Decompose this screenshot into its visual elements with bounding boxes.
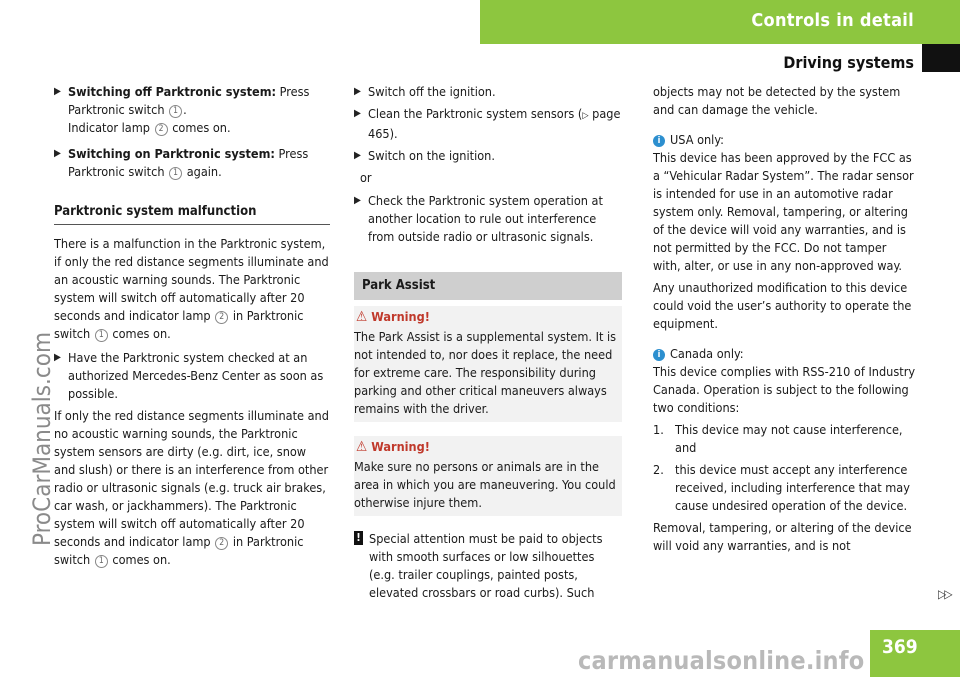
instruction-item (354, 147, 622, 165)
paragraph: Any unauthorized modification to this device could void the user’s authority to operate the equipment. (653, 280, 912, 331)
instruction-label: Switching on Parktronic system: (68, 146, 275, 161)
warning-box (354, 436, 622, 516)
instruction-text: again. (183, 164, 222, 179)
instruction-text: Check the Parktronic system operation at another location to rule out interference from outside radio or ultrasonic signals. (368, 193, 603, 244)
paragraph: This device complies with RSS-210 of Industry Canada. Operation is subject to the following two conditions: (653, 364, 916, 415)
header-marker-block (922, 44, 960, 72)
column-2 (354, 83, 622, 602)
instruction-text: Switch off the ignition. (368, 84, 496, 99)
note-title: USA only: (670, 132, 724, 147)
column-1 (54, 83, 330, 573)
or-label: or (360, 170, 372, 185)
arrow-right-icon: ▶ (354, 195, 361, 206)
arrow-right-icon: ▶ (354, 150, 361, 161)
list-item: 2. this device must accept any interference received, including interference that may cause undesired operation of the device. (653, 462, 910, 513)
page-number-box (870, 630, 960, 677)
warning-box (354, 306, 622, 422)
page-reference[interactable]: page 465). (368, 106, 621, 141)
page-ref-triangle-icon: ▷ (582, 111, 589, 121)
ref-number-2: 2 (215, 311, 228, 324)
exclamation-icon: ! (354, 531, 363, 545)
instruction-text: Switch on the ignition. (368, 148, 495, 163)
bottom-watermark: carmanualsonline.info (578, 646, 865, 675)
instruction-text: Clean the Parktronic system sensors ( (368, 106, 583, 121)
ref-number-1: 1 (169, 105, 182, 118)
instruction-item (54, 145, 330, 181)
ref-number-1: 1 (95, 555, 108, 568)
arrow-right-icon: ▶ (354, 86, 361, 97)
list-item: 1. This device may not cause interference, and (653, 422, 903, 455)
instruction-item (54, 83, 330, 137)
paragraph: Removal, tampering, or altering of the device will void any warranties, and is not (653, 520, 912, 553)
warning-triangle-icon: ⚠ (356, 309, 368, 325)
ref-number-1: 1 (95, 329, 108, 342)
instruction-text: Have the Parktronic system checked at an authorized Mercedes-Benz Center as soon as possible. (68, 350, 324, 401)
ref-number-2: 2 (155, 123, 168, 136)
warning-text: The Park Assist is a supplemental system. It is not intended to, nor does it replace, the need for extreme care. The responsibility during parking and other critical maneuvers always remains with the driver. (354, 329, 617, 416)
paragraph: There is a malfunction in the Parktronic system, if only the red distance segments illuminate and an acoustic warning sounds. The Parktronic system will switch off automatically after 20 seconds and indicator lamp 2 in Parktronic switch 1 comes on. (54, 236, 329, 341)
instruction-item (354, 83, 622, 101)
subsection-title: Driving systems (783, 53, 914, 72)
continue-marker: ▷▷ (938, 587, 951, 601)
park-assist-heading: Park Assist (354, 272, 622, 300)
instruction-text: Press Parktronic switch (68, 84, 310, 117)
instruction-label: Switching off Parktronic system: (68, 84, 277, 99)
paragraph: This device has been approved by the FCC as a “Vehicular Radar System”. The radar sensor is intended for use in an automotive radar system only. Removal, tampering, or altering of the device will void any warranties, and is not permitted by the FCC. Do not tamper with, alter, or use in any non-approved way. (653, 150, 914, 273)
instruction-text: comes on. (168, 120, 231, 135)
left-watermark-text: ProCarManuals.com (28, 331, 56, 547)
paragraph: If only the red distance segments illuminate and no acoustic warning sounds, the Parktronic system sensors are dirty (e.g. dirt, ice, snow and slush) or there is an interference from other radio or ultrasonic signals (e.g. truck air brakes, car wash, or jackhammers). The Parktronic system will switch off automatically after 20 seconds and indicator lamp 2 in Parktronic switch 1 comes on. (54, 408, 329, 567)
warning-title: ⚠ Warning! (356, 309, 430, 325)
page-number: 369 (882, 636, 918, 658)
warning-triangle-icon: ⚠ (356, 439, 368, 455)
arrow-right-icon: ▶ (54, 352, 61, 363)
section-heading: Parktronic system malfunction (54, 203, 330, 225)
note-title: Canada only: (670, 346, 744, 361)
column-3 (653, 83, 917, 559)
ref-number-1: 1 (169, 167, 182, 180)
instruction-text: . (183, 102, 187, 117)
note-item (354, 530, 622, 602)
ref-number-2: 2 (215, 537, 228, 550)
instruction-text: Indicator lamp (68, 120, 154, 135)
section-title: Controls in detail (751, 10, 914, 31)
instruction-item (54, 349, 330, 403)
conditions-list (653, 421, 917, 515)
canada-note (653, 345, 917, 555)
usa-note (653, 131, 917, 333)
arrow-right-icon: ▶ (54, 86, 61, 97)
instruction-item (354, 105, 622, 143)
instruction-item (354, 192, 622, 246)
info-icon: i (653, 349, 665, 361)
warning-title: ⚠ Warning! (356, 439, 430, 455)
arrow-right-icon: ▶ (354, 108, 361, 119)
instruction-text: Press Parktronic switch (68, 146, 309, 179)
paragraph: objects may not be detected by the system and can damage the vehicle. (653, 84, 901, 117)
info-icon: i (653, 135, 665, 147)
arrow-right-icon: ▶ (54, 148, 61, 159)
note-text: Special attention must be paid to objects with smooth surfaces or low silhouettes (e.g. trailer couplings, painted posts, elevated crossbars or road curbs). Such (369, 531, 603, 600)
warning-text: Make sure no persons or animals are in the area in which you are maneuvering. You could otherwise injure them. (354, 459, 616, 510)
